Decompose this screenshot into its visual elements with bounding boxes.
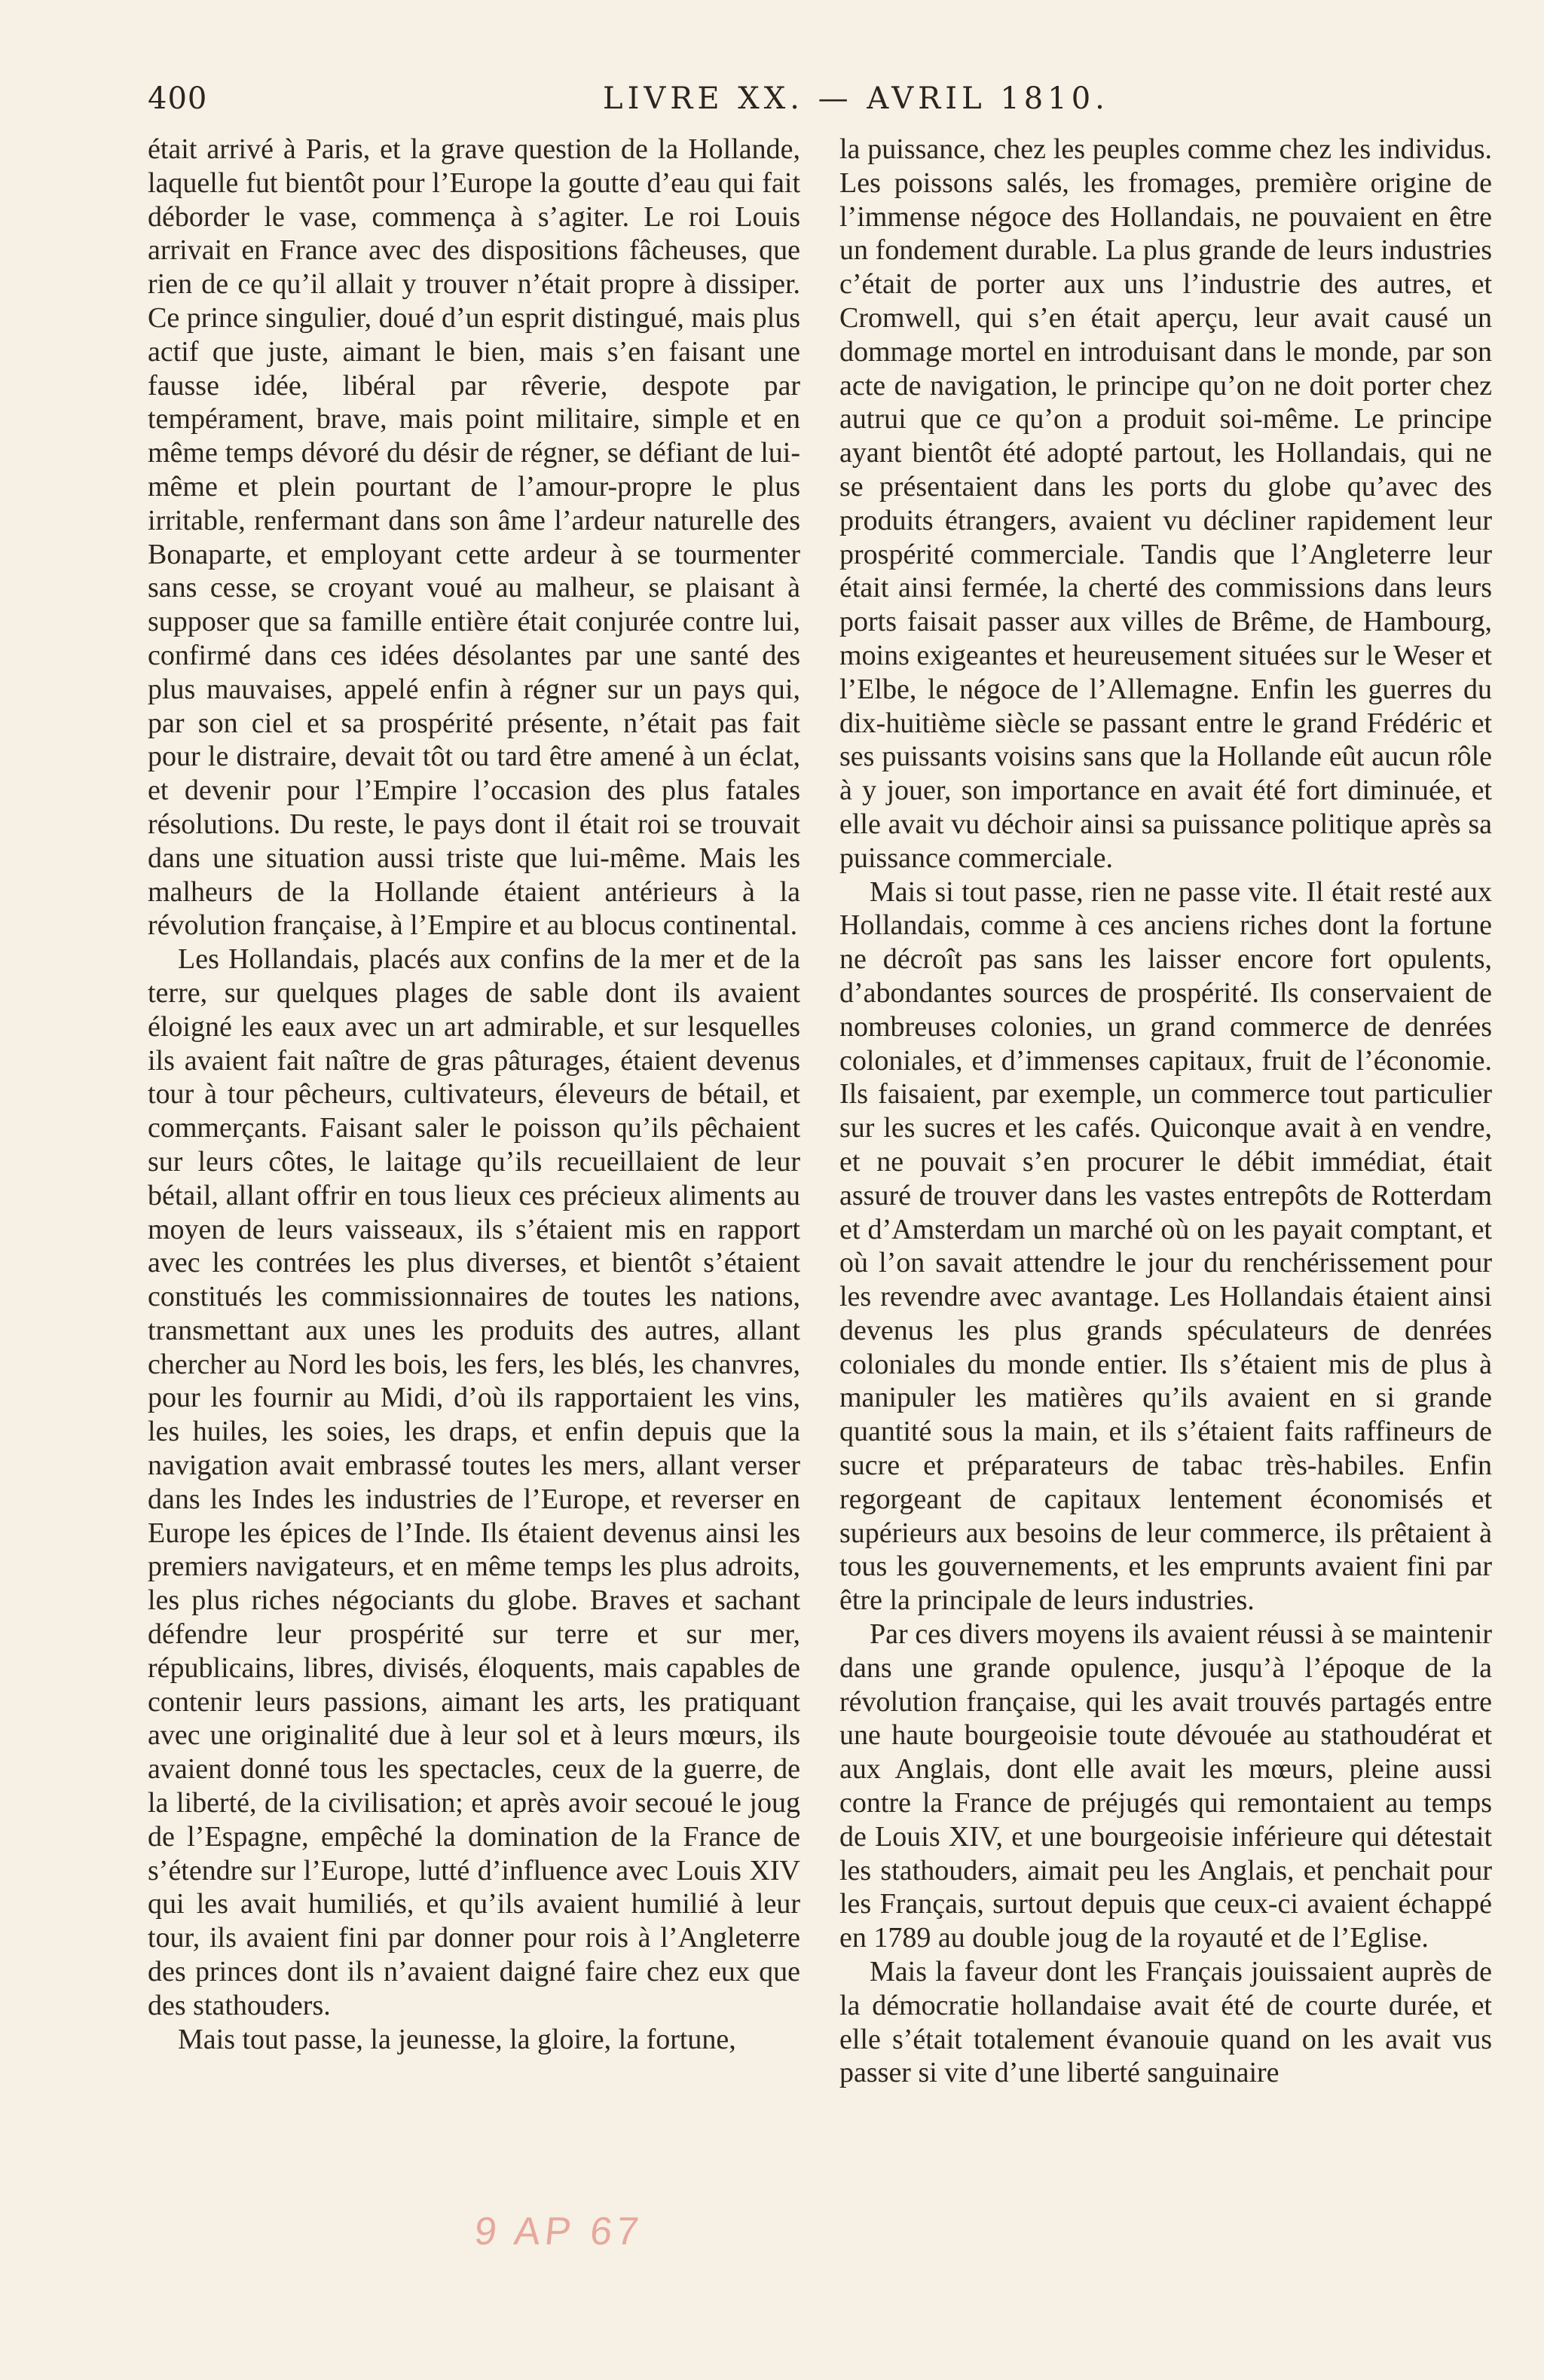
paragraph: Les Hollandais, placés aux confins de la mer et de la terre, sur quelques plages de sable dont ils avaient éloigné les eaux avec un art admirable, et sur lesquelles ils avaient fait naître de gras pâturages, étaient devenus tour à tour pêcheurs, cultivateurs, éleveurs de bétail, et commerçants. Faisant saler le poisson qu’ils pêchaient sur leurs côtes, le laitage qu’ils recueillaient de leur bétail, allant offrir en tous lieux ces précieux aliments au moyen de leurs vaisseaux, ils s’étaient mis en rapport avec les contrées les plus diverses, et bientôt s’étaient constitués les commissionnaires de toutes les nations, transmettant aux unes les produits des autres, allant chercher au Nord les bois, les fers, les blés, les chanvres, pour les fournir au Midi, d’où ils rapportaient les vins, les huiles, les soies, les draps, et enfin depuis que la navigation avait embrassé toutes les mers, allant verser dans les Indes les industries de l’Europe, et reverser en Europe les épices de l’Inde. Ils étaient devenus ainsi les premiers navigateurs, et en même temps les plus adroits, les plus riches négociants du globe. Braves et sachant défendre leur prospérité sur terre et sur mer, républicains, libres, divisés, éloquents, mais capables de contenir leurs passions, aimant les arts, les pratiquant avec une originalité due à leur sol et à leurs mœurs, ils avaient donné tous les spectacles, ceux de la guerre, de la liberté, de la civilisation; et après avoir secoué le joug de l’Espagne, empêché la domination de la France de s’étendre sur l’Europe, lutté d’influence avec Louis XIV qui les avait humiliés, et qu’ils avaient humilié à leur tour, ils avaient fini par donner pour rois à l’Angleterre des princes dont ils n’avaient daigné faire chez eux que des stathouders. <box>148 943 800 2021</box>
paragraph: Mais tout passe, la jeunesse, la gloire, la fortune, <box>178 2023 736 2055</box>
paragraph: Mais si tout passe, rien ne passe vite. Il était resté aux Hollandais, comme à ces anciens riches dont la fortune ne décroît pas sans les laisser encore fort opulents, d’abondantes sources de prospérité. Ils conservaient de nombreuses colonies, un grand commerce de denrées coloniales, et d’immenses capitaux, fruit de l’économie. Ils faisaient, par exemple, un commerce tout particulier sur les sucres et les cafés. Quiconque avait à en vendre, et ne pouvait s’en procurer le débit immédiat, était assuré de trouver dans les vastes entrepôts de Rotterdam et d’Amsterdam un marché où on les payait comptant, et où l’on savait attendre le jour du renchérissement pour les revendre avec avantage. Les Hollandais étaient ainsi devenus les plus grands spéculateurs de denrées coloniales du monde entier. Ils s’étaient mis de plus à manipuler les matières qu’ils avaient en si grande quantité sous la main, et ils s’étaient faits raffineurs de sucre et préparateurs de tabac très-habiles. Enfin regorgeant de capitaux lentement économisés et supérieurs aux besoins de leur commerce, ils prêtaient à tous les gouvernements, et les emprunts avaient fini par être la principale de leurs industries. <box>839 875 1492 1617</box>
paragraph: Par ces divers moyens ils avaient réussi à se maintenir dans une grande opulence, jusqu’à l’époque de la révolution française, qui les avait trouvés partagés entre une haute bourgeoisie toute dévouée au stathoudérat et aux Anglais, dont elle avait les mœurs, pleine aussi contre la France de préjugés qui remontaient au temps de Louis XIV, et une bourgeoisie inférieure qui détestait les stathouders, aimait peu les Anglais, et penchait pour les Français, surtout depuis que ceux-ci avaient échappé en 1789 au double joug de la royauté et de l’Eglise. <box>839 1618 1492 1954</box>
right-column <box>839 133 1492 2090</box>
paragraph: était arrivé à Paris, et la grave question de la Hollande, laquelle fut bientôt pour l’Europe la goutte d’eau qui fait déborder le vase, commença à s’agiter. Le roi Louis arrivait en France avec des dispositions fâcheuses, que rien de ce qu’il allait y trouver n’était propre à dissiper. Ce prince singulier, doué d’un esprit distingué, mais plus actif que juste, aimant le bien, mais s’en faisant une fausse idée, libéral par rêverie, despote par tempérament, brave, mais point militaire, simple et en même temps dévoré du désir de régner, se défiant de lui-même et plein pourtant de l’amour-propre le plus irritable, renfermant dans son âme l’ardeur naturelle des Bonaparte, et employant cette ardeur à se tourmenter sans cesse, se croyant voué au malheur, se plaisant à supposer que sa famille entière était conjurée contre lui, confirmé dans ces idées désolantes par une santé des plus mauvaises, appelé enfin à régner sur un pays qui, par son ciel et sa prospérité présente, n’était pas fait pour le distraire, devait tôt ou tard être amené à un éclat, et devenir pour l’Empire l’occasion des plus fatales résolutions. Du reste, le pays dont il était roi se trouvait dans une situation aussi triste que lui-même. Mais les malheurs de la Hollande étaient antérieurs à la révolution française, à l’Empire et au blocus continental. <box>148 133 801 942</box>
left-column <box>148 133 800 2056</box>
library-date-stamp: 9 AP 67 <box>472 2210 646 2253</box>
page-number: 400 <box>148 81 208 116</box>
running-head <box>148 81 1504 124</box>
paragraph: la puissance, chez les peuples comme chez les individus. Les poissons salés, les fromages, première origine de l’immense négoce des Hollandais, ne pouvaient en être un fondement durable. La plus grande de leurs industries c’était de porter aux uns l’industrie des autres, et Cromwell, qui s’en était aperçu, leur avait causé un dommage mortel en introduisant dans le monde, par son acte de navigation, le principe qu’on ne doit porter chez autrui que ce qu’on a produit soi-même. Le principe ayant bientôt été adopté partout, les Hollandais, qui ne se présentaient dans les ports du globe qu’avec des produits étrangers, avaient vu décliner rapidement leur prospérité commerciale. Tandis que l’Angleterre leur était ainsi fermée, la cherté des commissions dans leurs ports faisait passer aux villes de Brême, de Hambourg, moins exigeantes et heureusement situées sur le Weser et l’Elbe, le négoce de l’Allemagne. Enfin les guerres du dix-huitième siècle se passant entre le grand Frédéric et ses puissants voisins sans que la Hollande eût aucun rôle à y jouer, son importance en avait été fort diminuée, et elle avait vu déchoir ainsi sa puissance politique après sa puissance commerciale. <box>839 133 1492 874</box>
paragraph: Mais la faveur dont les Français jouissaient auprès de la démocratie hollandaise avait été de courte durée, et elle s’était totalement évanouie quand on les avait vus passer si vite d’une liberté sanguinaire <box>839 1956 1492 2089</box>
chapter-header: LIVRE XX. — AVRIL 1810. <box>603 81 1109 116</box>
